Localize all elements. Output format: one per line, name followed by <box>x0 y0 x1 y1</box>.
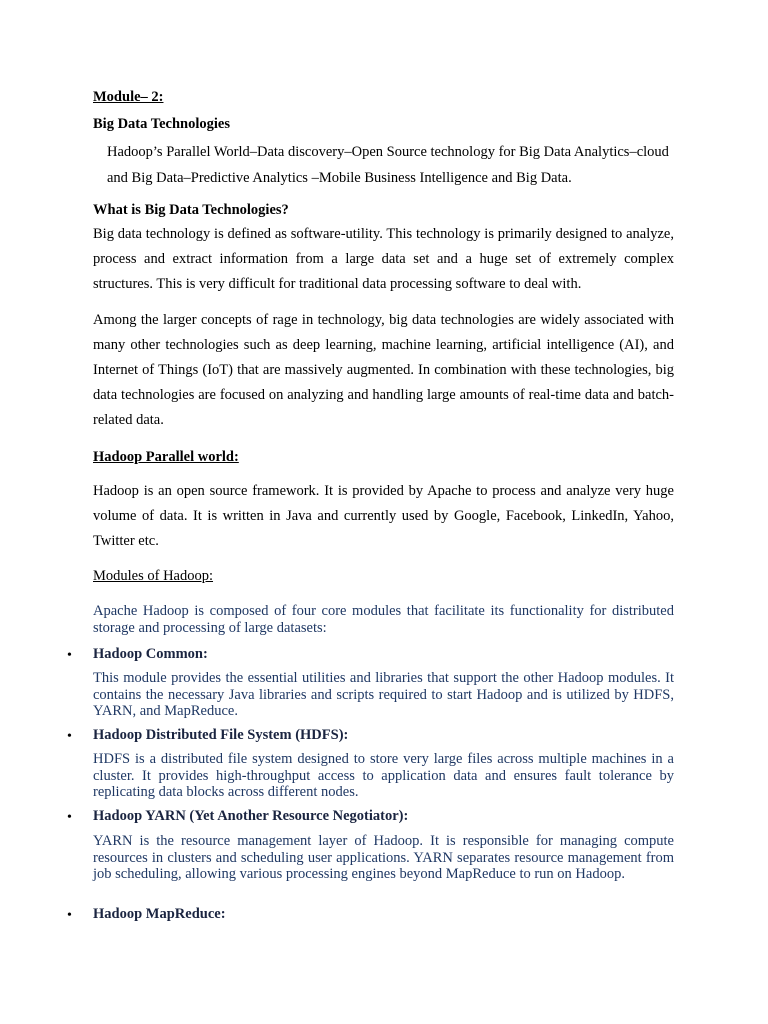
hadoop-paragraph: Hadoop is an open source framework. It is provided by Apache to process and analyze very huge volume of data. It is written in Java and currently used by Google, Facebook, LinkedIn, Yahoo, Twitter etc. <box>93 483 674 549</box>
module-description: This module provides the essential utilities and libraries that support the other Hadoop modules. It contains the necessary Java libraries and scripts required to start Hadoop and is utilized by HDFS, YARN, and MapReduce. <box>93 670 674 720</box>
bullet-icon: • <box>67 908 72 923</box>
bullet-icon: • <box>67 729 72 744</box>
bullet-icon: • <box>67 648 72 663</box>
section-title: Big Data Technologies <box>93 116 230 132</box>
module-title: Hadoop YARN (Yet Another Resource Negotiator): <box>93 808 409 824</box>
modules-heading: Modules of Hadoop: <box>93 568 214 584</box>
syllabus-text: Hadoop’s Parallel World–Data discovery–Open Source technology for Big Data Analytics–cloud and Big Data–Predictive Analytics –Mobile Business Intelligence and Big Data. <box>107 144 669 186</box>
bullet-icon: • <box>67 810 72 825</box>
module-heading: Module– 2: <box>93 89 164 105</box>
module-title: Hadoop Common: <box>93 646 208 662</box>
module-description: YARN is the resource management layer of Hadoop. It is responsible for managing compute resources in clusters and scheduling user applications. YARN separates resource management from job scheduling, allowing various processing engines beyond MapReduce to run on Hadoop. <box>93 833 674 883</box>
what-is-paragraph-2: Among the larger concepts of rage in technology, big data technologies are widely associated with many other technologies such as deep learning, machine learning, artificial intelligence (AI), and Internet of Things (IoT) that are massively augmented. In combination with these technologies, big data technologies are focused on analyzing and handling large amounts of real-time data and batch-related data. <box>93 312 674 428</box>
what-is-paragraph-1: Big data technology is defined as software-utility. This technology is primarily designed to analyze, process and extract information from a large data set and a huge set of extremely complex structures. This is very difficult for traditional data processing software to deal with. <box>93 226 674 292</box>
module-title: Hadoop Distributed File System (HDFS): <box>93 727 349 743</box>
module-description: HDFS is a distributed file system designed to store very large files across multiple machines in a cluster. It provides high-throughput access to application data and ensures fault tolerance by replicating data blocks across different nodes. <box>93 751 674 801</box>
modules-intro: Apache Hadoop is composed of four core modules that facilitate its functionality for distributed storage and processing of large datasets: <box>93 603 674 636</box>
module-title: Hadoop MapReduce: <box>93 906 226 922</box>
hadoop-heading: Hadoop Parallel world: <box>93 449 239 465</box>
what-is-heading: What is Big Data Technologies? <box>93 202 289 218</box>
